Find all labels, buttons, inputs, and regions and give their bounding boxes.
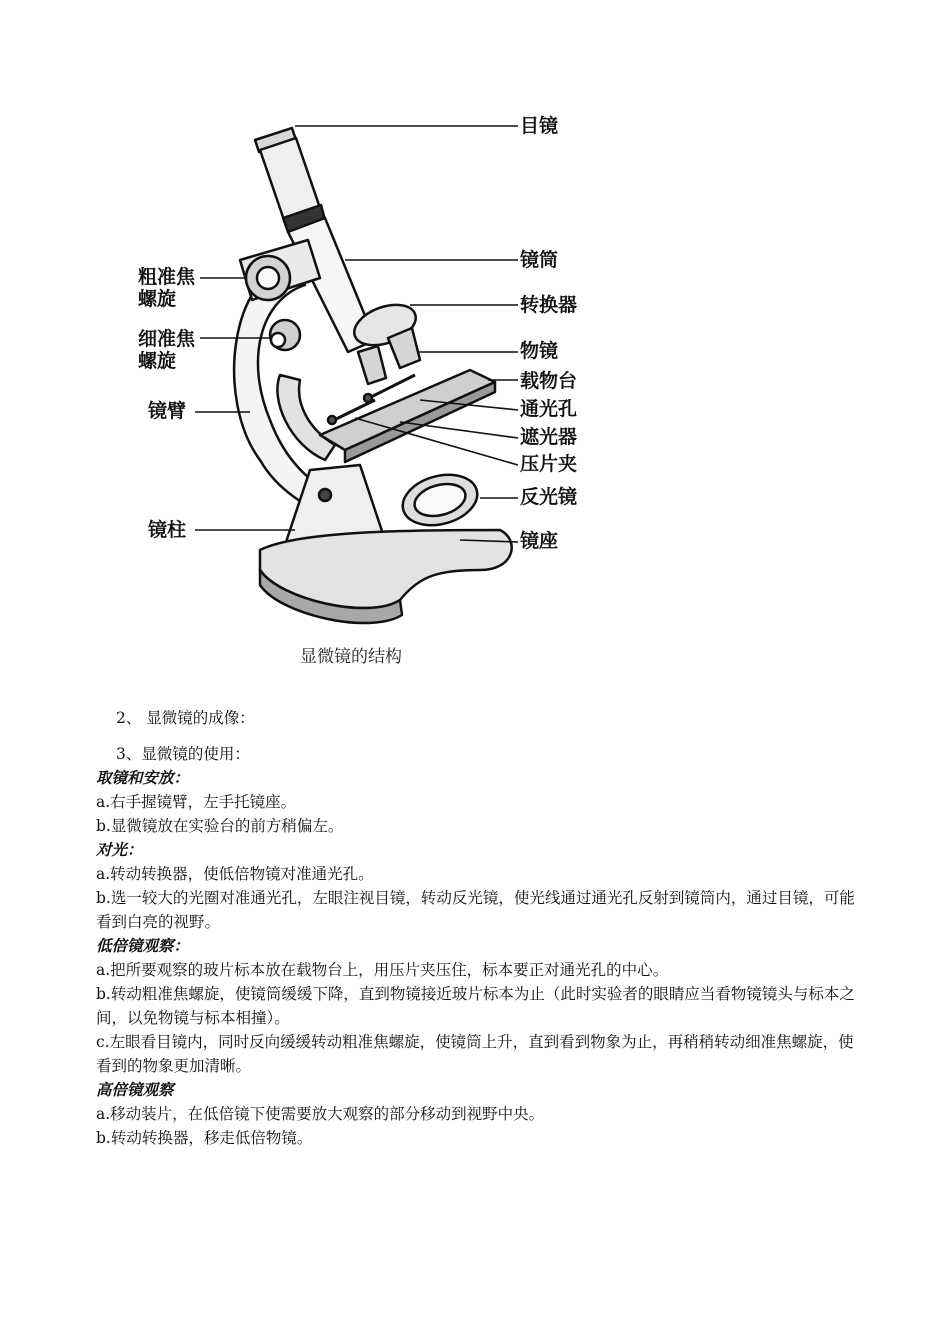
section-heading: 低倍镜观察： <box>96 936 190 955</box>
section-heading: 对光： <box>96 840 143 859</box>
label-coarse-focus: 粗准焦 螺旋 <box>138 266 196 310</box>
paragraph: a.移动装片，在低倍镜下使需要放大观察的部分移动到视野中央。 <box>96 1105 545 1123</box>
label-aperture: 通光孔 <box>520 398 578 420</box>
label-fine-focus: 细准焦 螺旋 <box>138 328 196 372</box>
stage-shape <box>320 370 495 450</box>
label-arm: 镜臂 <box>148 400 187 422</box>
paragraph: a.右手握镜臂，左手托镜座。 <box>96 793 297 811</box>
paragraph: b.转动转换器，移走低倍物镜。 <box>96 1129 313 1147</box>
arm-brace <box>277 375 335 460</box>
label-base: 镜座 <box>520 530 559 552</box>
section-heading: 高倍镜观察 <box>96 1080 174 1099</box>
paragraph: b.转动粗准焦螺旋，使镜筒缓缓下降，直到物镜接近玻片标本为止（此时实验者的眼睛应当看物镜镜头与标本之间，以免物镜与标本相撞）。 <box>96 985 855 1027</box>
paragraph: b.选一较大的光圈对准通光孔，左眼注视目镜，转动反光镜，使光线通过通光孔反射到镜筒内，通过目镜，可能看到白亮的视野。 <box>96 889 855 931</box>
label-pillar: 镜柱 <box>148 519 187 541</box>
label-stage: 载物台 <box>520 370 578 392</box>
item-3: 3、显微镜的使用： <box>116 745 250 763</box>
paragraph: b.显微镜放在实验台的前方稍偏左。 <box>96 817 344 835</box>
figure-caption: 显微镜的结构 <box>300 647 402 667</box>
body-text <box>96 706 866 1150</box>
label-nosepiece: 转换器 <box>520 294 578 316</box>
label-objective: 物镜 <box>520 340 559 362</box>
label-eyepiece: 目镜 <box>520 115 559 137</box>
paragraph: a.转动转换器，使低倍物镜对准通光孔。 <box>96 865 374 883</box>
paragraph: a.把所要观察的玻片标本放在载物台上，用压片夹压住，标本要正对通光孔的中心。 <box>96 961 669 979</box>
label-tube: 镜筒 <box>520 249 559 271</box>
label-mirror: 反光镜 <box>520 486 578 508</box>
paragraph: c.左眼看目镜内，同时反向缓缓转动粗准焦螺旋，使镜筒上升，直到看到物象为止，再稍稍转动细准焦螺旋，使看到的物象更加清晰。 <box>96 1033 854 1075</box>
label-diaphragm: 遮光器 <box>520 426 578 448</box>
section-heading: 取镜和安放： <box>96 768 190 787</box>
microscope-figure <box>120 100 640 680</box>
label-clip: 压片夹 <box>520 453 578 475</box>
item-2: 2、 显微镜的成像： <box>116 709 255 727</box>
